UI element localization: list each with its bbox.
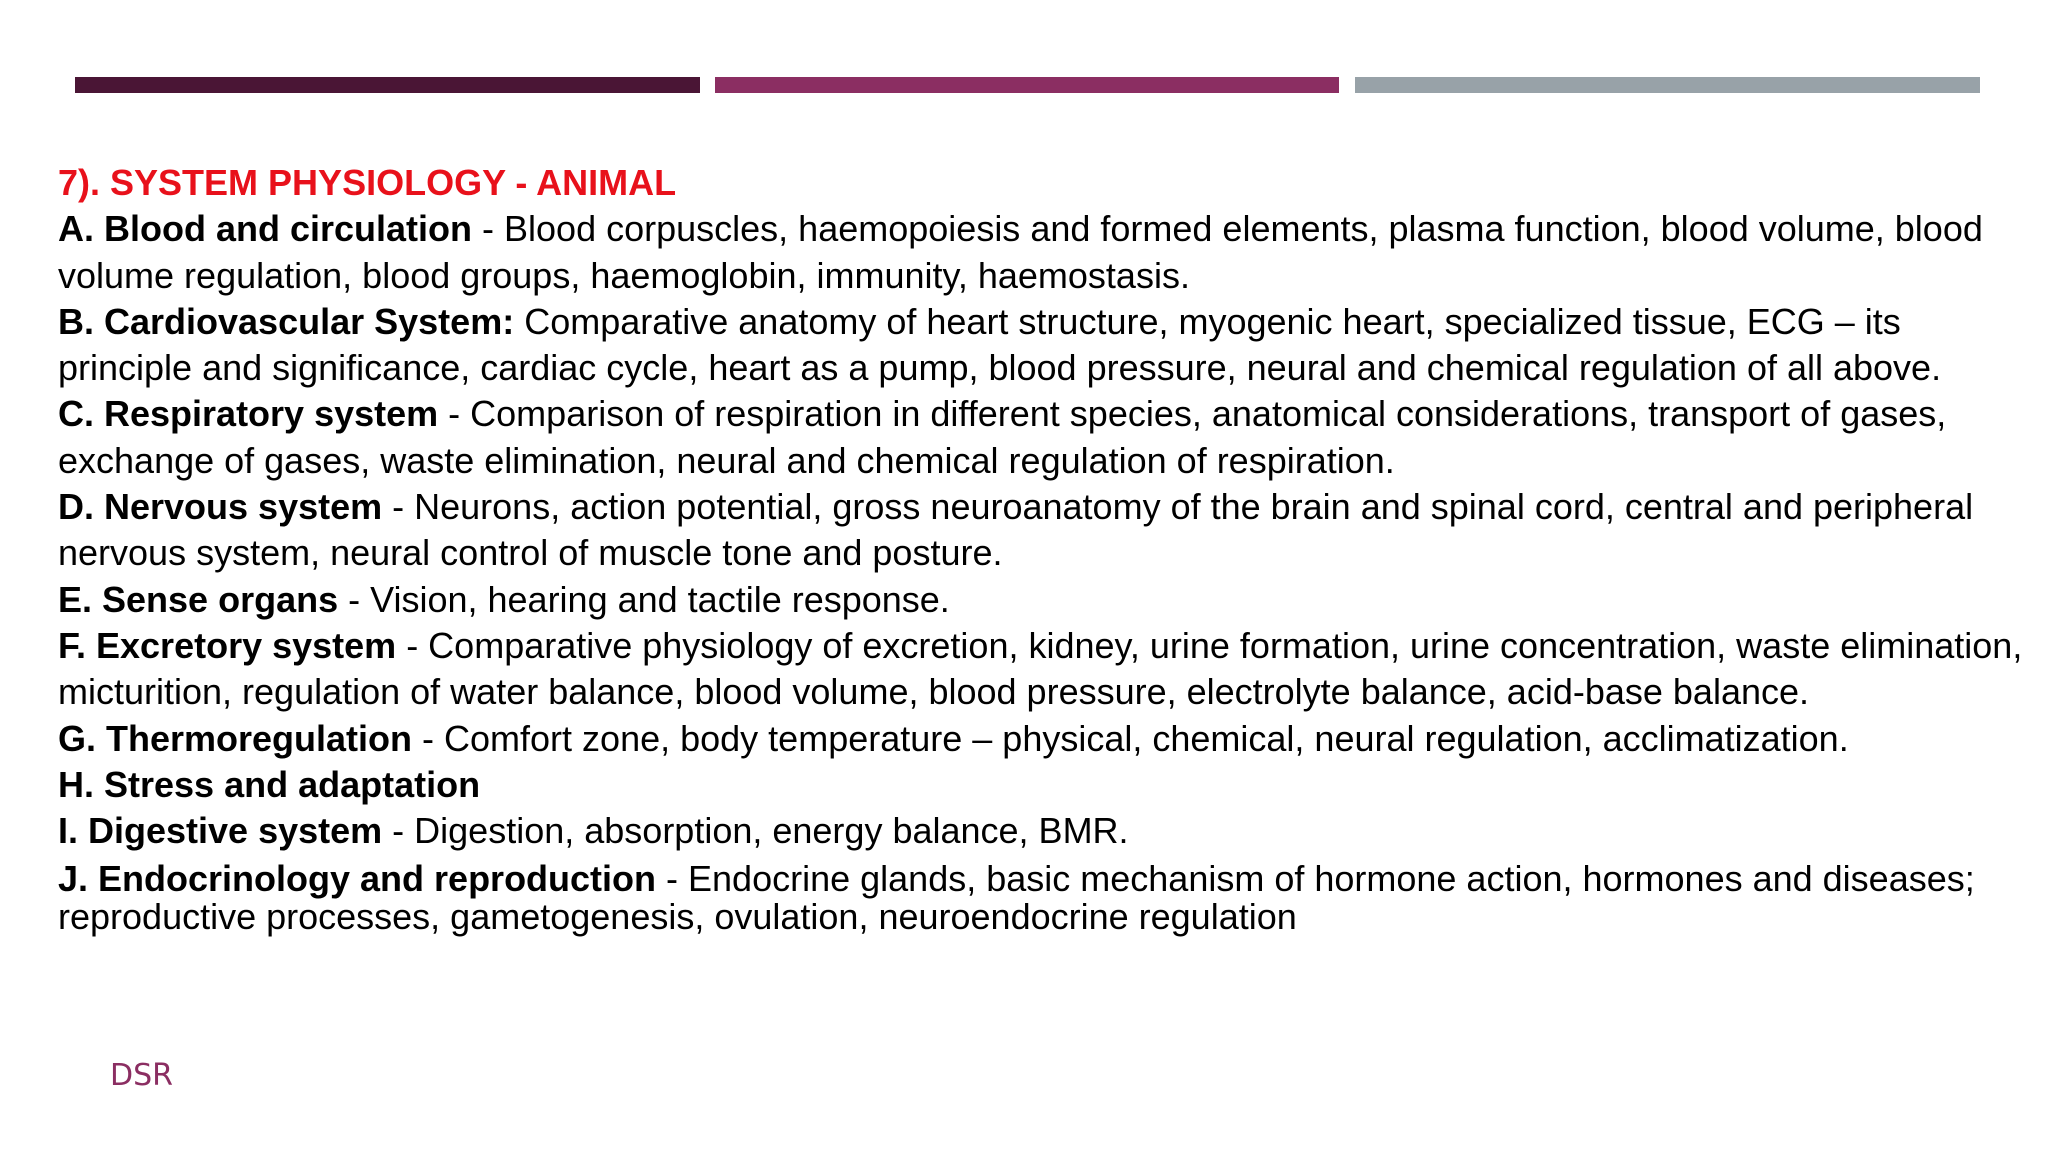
topic-text: - Endocrine glands, basic mechanism of hormone action, hormones and diseases; reproductive processes, gametogenesis, ovulation, neuroendocrine regulation: [58, 858, 1975, 938]
topic-digestive: [58, 808, 2038, 854]
accent-bar-gray: [1355, 77, 1980, 93]
topic-blood-circulation: [58, 206, 2038, 299]
slide-heading: 7). SYSTEM PHYSIOLOGY - ANIMAL: [58, 162, 677, 203]
topic-title: C. Respiratory system: [58, 393, 439, 435]
topic-title: F. Excretory system: [58, 624, 397, 666]
topic-excretory: [58, 623, 2038, 716]
footer-label: DSR: [110, 1058, 173, 1093]
topic-thermoregulation: [58, 716, 2038, 762]
topic-respiratory: [58, 391, 2038, 484]
topic-nervous: [58, 484, 2038, 577]
topic-text: - Comparison of respiration in different species, anatomical considerations, transport of gases, exchange of gases, waste elimination, neural and chemical regulation of respiration.: [58, 393, 1947, 481]
topic-endocrinology: [58, 860, 2038, 936]
topic-sense-organs: [58, 577, 2038, 623]
topic-text: - Comfort zone, body temperature – physical, chemical, neural regulation, acclimatization.: [412, 717, 1849, 759]
topic-title: D. Nervous system: [58, 486, 383, 528]
topic-cardiovascular: [58, 299, 2038, 392]
topic-text: - Blood corpuscles, haemopoiesis and formed elements, plasma function, blood volume, blood volume regulation, blood groups, haemoglobin, immunity, haemostasis.: [58, 208, 1983, 296]
topic-text: - Digestion, absorption, energy balance, BMR.: [382, 810, 1129, 852]
topic-text: Comparative anatomy of heart structure, myogenic heart, specialized tissue, ECG – its principle and significance, cardiac cycle, heart as a pump, blood pressure, neural and chemical regulation of all above.: [58, 300, 1942, 389]
topic-title: B. Cardiovascular System:: [58, 300, 515, 342]
topic-text: - Neurons, action potential, gross neuroanatomy of the brain and spinal cord, central and peripheral nervous system, neural control of muscle tone and posture.: [58, 486, 1974, 574]
topic-text: - Comparative physiology of excretion, kidney, urine formation, urine concentration, waste elimination, micturition, regulation of water balance, blood volume, blood pressure, electrolyte balance, acid-base balance.: [58, 624, 2023, 713]
accent-bar-magenta: [715, 77, 1339, 93]
topic-title: A. Blood and circulation: [58, 208, 473, 250]
topic-title: J. Endocrinology and reproduction: [58, 858, 657, 900]
topic-title: I. Digestive system: [58, 810, 383, 852]
topic-title: E. Sense organs: [58, 578, 339, 620]
accent-bar-dark: [75, 77, 700, 93]
topic-title: G. Thermoregulation: [58, 717, 413, 759]
slide-body: [58, 160, 2038, 936]
topic-text: - Vision, hearing and tactile response.: [338, 578, 950, 620]
topic-stress-adaptation: [58, 762, 2038, 808]
topic-title: H. Stress and adaptation: [58, 763, 481, 805]
